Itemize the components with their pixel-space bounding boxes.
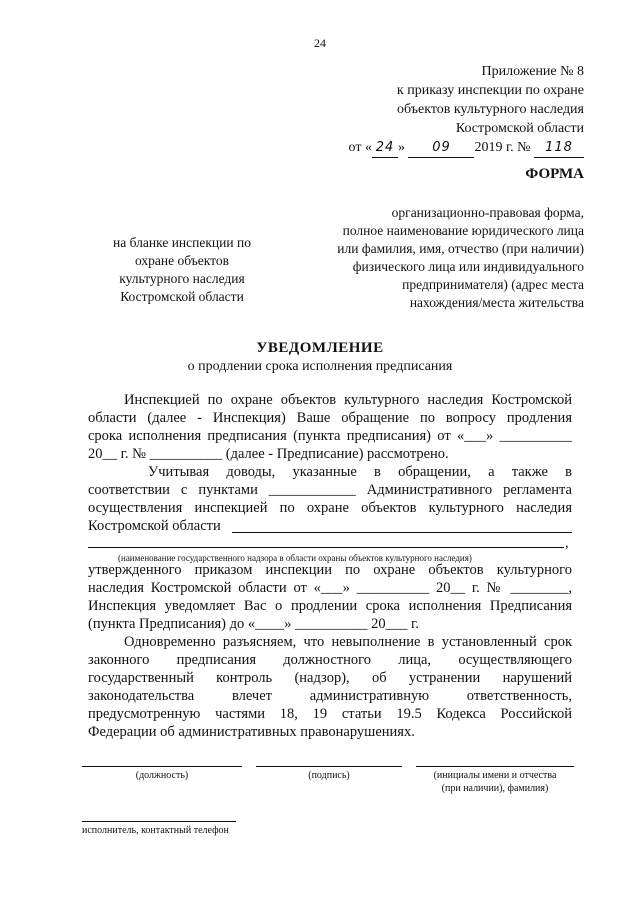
paragraph-line: законного предписания должностного лица, осуществляющего <box>88 652 572 668</box>
date-prefix: от « <box>348 140 372 155</box>
page-number: 24 <box>314 36 326 50</box>
letterhead-line: охране объектов <box>135 253 229 268</box>
name-caption: (при наличии), фамилия) <box>441 783 549 794</box>
name-line <box>416 766 574 767</box>
position-line <box>82 766 242 767</box>
paragraph-line: предусмотренную частями 18, 19 статьи 19.5 Кодекса Российской <box>88 706 572 722</box>
signature-caption: (подпись) <box>308 770 350 781</box>
paragraph-line: Федерации об административных правонарушениях. <box>88 724 415 740</box>
letterhead-line: культурного наследия <box>119 271 245 286</box>
fill-in-line <box>88 547 564 548</box>
appendix-line: к приказу инспекции по охране <box>396 83 584 98</box>
handwritten-month: 09 <box>408 138 474 158</box>
paragraph-line: Одновременно разъясняем, что невыполнение в установленный срок <box>124 634 572 650</box>
appendix-line: объектов культурного наследия <box>396 102 584 117</box>
executor-line <box>82 821 236 822</box>
paragraph-line: 20__ г. № __________ (далее - Предписание) рассмотрено. <box>88 446 449 462</box>
addressee-line: нахождения/места жительства <box>409 295 584 310</box>
addressee-line: или фамилия, имя, отчество (при наличии) <box>337 241 584 256</box>
field-caption: (наименование государственного надзора в области охраны объектов культурного наследия) <box>118 553 472 563</box>
paragraph-line: утвержденного приказом инспекции по охране объектов культурного <box>88 562 572 578</box>
paragraph-line: (пункта Предписания) до «____» __________ 20___ г. <box>88 616 419 632</box>
date-year: 2019 г. № <box>474 140 531 155</box>
document-subtitle: о продлении срока исполнения предписания <box>187 359 453 374</box>
paragraph-line: осуществления инспекцией по охране объектов культурного наследия <box>88 500 572 516</box>
name-caption: (инициалы имени и отчества <box>433 770 557 781</box>
addressee-line: физического лица или индивидуального <box>352 259 584 274</box>
paragraph-line: срока исполнения предписания (пункта предписания) от «___» __________ <box>88 428 572 444</box>
paragraph-line: наследия Костромской области от «___» __________ 20__ г. № ________, <box>88 580 572 596</box>
signature-line <box>256 766 402 767</box>
letterhead-line: Костромской области <box>120 289 244 304</box>
appendix-title: Приложение № 8 <box>481 64 584 79</box>
paragraph-line: Инспекция уведомляет Вас о продлении срока исполнения Предписания <box>88 598 572 614</box>
letterhead-line: на бланке инспекции по <box>113 235 251 250</box>
paragraph-line: области (далее - Инспекция) Ваше обращение по вопросу продления <box>88 410 572 426</box>
addressee-line: организационно-правовая форма, <box>391 205 584 220</box>
fill-in-line <box>232 532 572 533</box>
date-mid: » <box>397 140 405 155</box>
appendix-date-line <box>349 138 584 158</box>
handwritten-day: 24 <box>372 138 398 158</box>
handwritten-number: 118 <box>534 138 584 158</box>
comma: , <box>565 535 569 551</box>
paragraph-line: Костромской области <box>88 518 221 534</box>
addressee-line: предпринимателя) (адрес места <box>402 277 584 292</box>
paragraph-line: Учитывая доводы, указанные в обращении, а также в <box>148 464 572 480</box>
paragraph-line: соответствии с пунктами ____________ Административного регламента <box>88 482 572 498</box>
document-title: УВЕДОМЛЕНИЕ <box>256 340 384 356</box>
paragraph-line: государственный контроль (надзор), об устранении нарушений <box>88 670 572 686</box>
addressee-line: полное наименование юридического лица <box>342 223 584 238</box>
appendix-line: Костромской области <box>455 121 584 136</box>
paragraph-line: Инспекцией по охране объектов культурного наследия Костромской <box>124 392 572 408</box>
position-caption: (должность) <box>135 770 189 781</box>
form-label: ФОРМА <box>525 166 584 182</box>
executor-caption: исполнитель, контактный телефон <box>82 825 229 836</box>
paragraph-line: законодательства влечет административную ответственность, <box>88 688 572 704</box>
